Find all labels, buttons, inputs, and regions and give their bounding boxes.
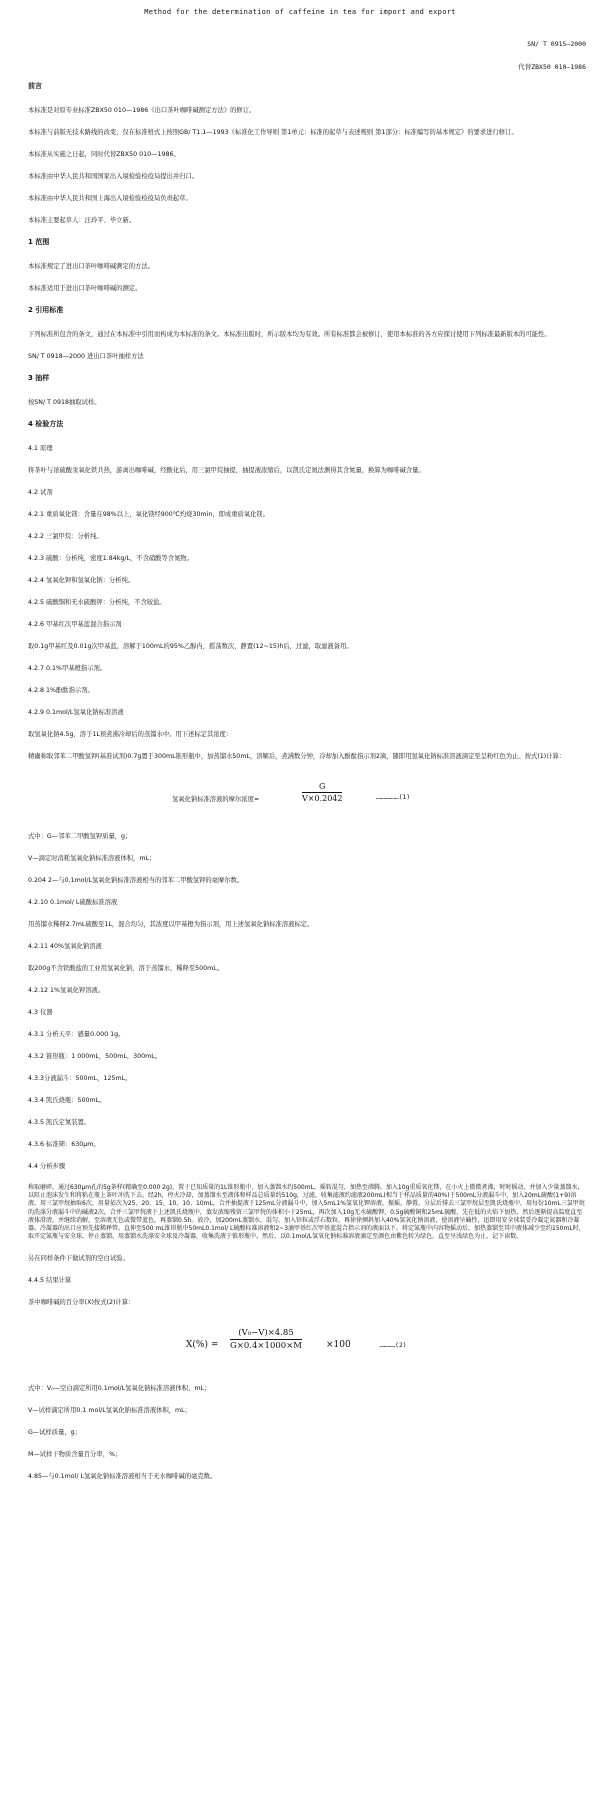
- paragraph: 取氢氧化钠4.5g，溶于1L预煮沸冷却后的蒸馏水中。用下述标定其浓度：: [28, 731, 233, 738]
- where-item: G—试样质量，g；: [28, 1429, 81, 1437]
- paragraph: 精确称取邻苯二甲酸氢钾(基准试剂)0.7g置于300mL锥形瓶中，加蒸馏水50mL，溶解后，煮沸数分钟，冷却加入酚酞指示剂2滴，随即用氢氧化钠标准溶液滴定至呈粉红色为止。按式(1)计算：: [28, 753, 566, 760]
- reagent-item: 4.2.8 1%酚酞指示剂。: [28, 687, 94, 694]
- apparatus-item: 4.3.3分液漏斗：500mL，125mL。: [28, 1075, 132, 1082]
- apparatus-item: 4.3.5 凯氏定氮装置。: [28, 1119, 91, 1126]
- paragraph: 另在同样条件下做试剂的空白试验。: [28, 1255, 129, 1263]
- apparatus-item: 4.3.2 锥形瓶：1 000mL，500mL，300mL。: [28, 1053, 162, 1060]
- formula-2-multiplier: ×100: [326, 1340, 351, 1351]
- paragraph: 本标准由中华人民共和国上海出入境检验检疫局负责起草。: [28, 195, 192, 202]
- reagent-item: 4.2.6 甲基红次甲基蓝混合指示剂: [28, 621, 122, 628]
- reagent-item: 4.2.4 氢氧化钾和氢氧化钠：分析纯。: [28, 577, 135, 584]
- formula-2-denominator: G×0.4×1000×M: [230, 1341, 303, 1352]
- paragraph: 本标准适用于进出口茶叶咖啡碱的测定。: [28, 285, 142, 292]
- subsection-heading: 4.4.5 结果计算: [28, 1277, 72, 1285]
- formula-2: [28, 1320, 588, 1372]
- paragraph: 用蒸馏水稀释2.7mL硫酸至1L，混合均匀，其浓度以甲基橙为指示剂，用上述氢氧化钠标准溶液标定。: [28, 921, 314, 928]
- document-title: Method for the determination of caffeine in tea for import and export: [144, 8, 456, 16]
- subsection-heading: 4.1 原理: [28, 445, 53, 452]
- paragraph: 下列标准所包含的条文，通过在本标准中引用而构成为本标准的条文。本标准出版时，所示版本均为有效。所有标准都会被修订，使用本标准的各方应探讨使用下列标准最新版本的可能性。: [28, 331, 551, 338]
- reagent-item: 4.2.12 1%氢氧化钾溶液。: [28, 987, 105, 994]
- reagent-item: 4.2.1 重质氧化镁：含量在98%以上，氧化镁经900℃灼烧30min，即成重质氧化镁。: [28, 511, 270, 518]
- formula-1-denominator: V×0.2042: [302, 794, 343, 803]
- reagent-item: 4.2.2 三氯甲烷：分析纯。: [28, 533, 103, 540]
- paragraph: 茶中咖啡碱的百分率(X)按式(2)计算：: [28, 1299, 135, 1307]
- where-item: 0.204 2—与0.1mol/L氢氧化钠标准溶液相当的邻苯二甲酸氢钾的毫摩尔数。: [28, 877, 244, 884]
- paragraph: 取200g不含铁酸盐的工业用氢氧化钠，溶于蒸馏水，稀释至500mL。: [28, 965, 224, 972]
- formula-1-number: ………………(1): [376, 794, 411, 801]
- where-item: 4.85—与0.1mol/ L氢氧化钠标准溶液相当于无水咖啡碱的毫克数。: [28, 1473, 217, 1481]
- standard-number: SN/ T 0915—2000: [527, 40, 586, 48]
- formula-1-label: 氢氧化钠标准溶液的摩尔浓度=: [172, 796, 260, 803]
- reagent-item: 4.2.11 40%氢氧化钠溶液: [28, 943, 102, 950]
- paragraph: 本标准与前版无技术路线的改变，仅在标准格式上按照GB/ T1.1—1993《标准化工作导则 第1单元：标准的起草与表述规则 第1部分：标准编写的基本规定》的要求进行修订。: [28, 129, 518, 136]
- document-body: [28, 82, 588, 1494]
- formula-1-numerator: G: [302, 782, 342, 793]
- paragraph: 取0.1g甲基红及0.01g次甲基蓝，溶解于100mL的95%乙醇内，摇荡数次，静置(12~15)h后，过滤，取滤液备用。: [28, 643, 353, 650]
- paragraph: 本标准是对原专业标准ZBX50 010—1986《出口茶叶咖啡碱测定方法》的修订。: [28, 107, 256, 114]
- subsection-heading: 4.3 仪器: [28, 1009, 53, 1016]
- paragraph: 本标准从实施之日起，同时代替ZBX50 010—1986。: [28, 151, 180, 158]
- foreword-heading: 前言: [28, 82, 42, 90]
- reagent-item: 4.2.5 硫酸铜和无水硫酸钾：分析纯，不含铵盐。: [28, 599, 166, 606]
- reagent-item: 4.2.9 0.1mol/L氢氧化钠标准溶液: [28, 709, 124, 716]
- formula-2-lhs: X(%) =: [186, 1340, 219, 1351]
- formula-2-numerator: (V₀−V)×4.85: [230, 1328, 302, 1340]
- paragraph: 本标准规定了进出口茶叶咖啡碱测定的方法。: [28, 263, 154, 270]
- paragraph: 本标准主要起草人：汪玲平、毕立新。: [28, 217, 136, 224]
- formula-2-number: …………(2): [380, 1342, 407, 1350]
- section-heading: 4 检验方法: [28, 420, 64, 428]
- paragraph: 本标准由中华人民共和国国家出入境检验检疫局提出并归口。: [28, 173, 199, 180]
- subsection-heading: 4.2 试剂: [28, 489, 53, 496]
- reagent-item: 4.2.7 0.1%甲基橙指示剂。: [28, 665, 107, 672]
- where-item: M—试样干物质含量百分率，%；: [28, 1451, 122, 1459]
- reagent-item: 4.2.3 硫酸：分析纯，密度1.84kg/L，不含硝酸等含氮物。: [28, 555, 193, 562]
- paragraph: 按SN/ T 0918抽取试样。: [28, 399, 101, 406]
- paragraph: SN/ T 0918—2000 进出口茶叶抽样方法: [28, 353, 144, 360]
- procedure-paragraph: 称取磨碎、通过630μm孔的5g茶样(精确至0.000 2g)，置于已知质量的1L锥形瓶中，加入蒸馏水约500mL，摇转混匀，加热至沸腾。加入10g重质氧化镁，在小火上微微煮沸，时时摇动，并加入少量蒸馏水，以阻止泡沫发生和将粘在瓶上茶叶冲洗下去。经2h，停火冷却，加蒸馏水至液体和样品总质量约510g，过滤，收集滤液约滤液200mL(相当于样品质量的40%)于500mL分液漏斗中，加入20mL硫酸(1+9)溶液，用三氯甲烷抽取6次，用量依次为25、20、15、10、10、10mL，合并抽提液于125mL分液漏斗中，加入5mL1%氢氧化钾溶液，振摇，静置，分层后排去三氯甲烷层至凯氏烧瓶中，用每份10mL三氯甲烷的洗涤分液漏斗中的碱液2次，合并三氯甲烷液于上述凯氏烧瓶中，蒸发浓缩残留三氯甲烷的体积小于25mL，再次加入10g无水硫酸钾、0.5g硫酸铜和25mL硫酸，先在低的火焰下加热，然后逐渐提高温度直至液体澄清，并继续消解，至溶液无色或微带蓝色，再蒸馏0.5h。放冷，加200mL蒸馏水，混匀。加入锌粒或浮石数粒，再徐徐倾斜加入40%氢氧化钠溶液，使溶液呈碱性，迅即用安全球装妥冷凝定氮器和冷凝器。冷凝器的出口应预先接稀释管。直伸至500 mL锥形瓶中50mL0.1mol/ L硫酸标准溶液和2~3滴甲基红次甲基蓝混合指示剂的液面以下。将定氮瓶中内容物摇动后，加热蒸馏至其中液体减少至约150mL时，取开定氮瓶与安全球，停止蒸馏。用蒸馏水洗涤安全球及冷凝器，收集洗液于锥形瓶中。然后，以0.1mol/L氢氧化钠标准溶液滴定至颜色由紫色转为绿色，直至呈浅绿色为止，记下读数。: [28, 1184, 585, 1241]
- paragraph: 将茶叶与浓硫酸汞氧化铁共热，游离出咖啡碱，经酸化后，用三氯甲烷抽提，抽提液浓缩后，以凯氏定氮法测得其含氮量，换算为咖啡碱含量。: [28, 467, 425, 474]
- where-item: V—试样滴定所用0.1 mol/L氢氧化钠标准溶液体积，mL；: [28, 1407, 191, 1415]
- section-heading: 3 抽样: [28, 374, 50, 382]
- reagent-item: 4.2.10 0.1mol/ L硫酸标准溶液: [28, 899, 118, 906]
- section-heading: 2 引用标准: [28, 306, 64, 314]
- formula-1: [28, 774, 588, 820]
- apparatus-item: 4.3.6 标准筛：630μm。: [28, 1141, 100, 1148]
- section-heading: 1 范围: [28, 238, 50, 246]
- apparatus-item: 4.3.4 凯氏烧瓶：500mL。: [28, 1097, 106, 1104]
- formula-1-fraction: [302, 782, 342, 803]
- replaces-standard: 代替ZBX50 010—1986: [518, 63, 586, 71]
- subsection-heading: 4.4 分析步骤: [28, 1163, 66, 1170]
- where-item: 式中：G—邻苯二甲酸氢钾质量，g；: [28, 833, 132, 840]
- where-item: V—滴定时消耗氢氧化钠标准溶液体积，mL；: [28, 855, 156, 862]
- where-item: 式中：V₀—空白滴定所用0.1mol/L氢氧化钠标准溶液体积，mL；: [28, 1385, 211, 1393]
- formula-2-fraction: [230, 1328, 302, 1351]
- apparatus-item: 4.3.1 分析天平：感量0.000 1g。: [28, 1031, 125, 1038]
